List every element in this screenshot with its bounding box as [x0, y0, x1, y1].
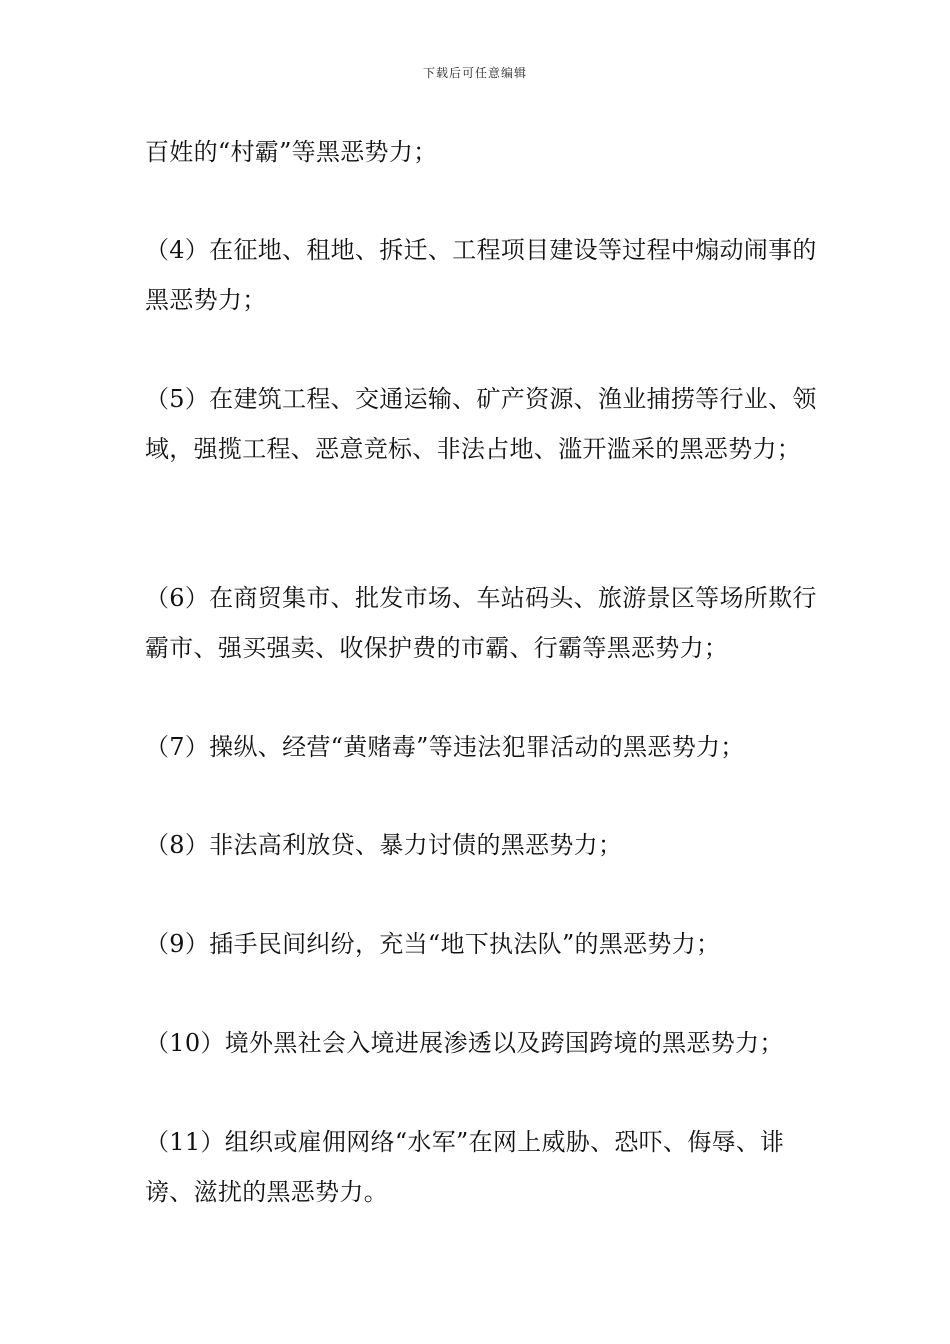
page-header: 下载后可任意编辑 [422, 66, 527, 80]
paragraph-item-8: （8）非法高利放贷、暴力讨债的黑恶势力； [145, 831, 623, 859]
paragraph-item-6: （6）在商贸集市、批发市场、车站码头、旅游景区等场所欺行霸市、强买强卖、收保护费的市霸、行霸等黑恶势力； [145, 584, 817, 662]
paragraph-item-10: （10）境外黑社会入境进展渗透以及跨国跨境的黑恶势力； [145, 1029, 784, 1057]
paragraph-item-11: （11）组织或雇佣网络“水军”在网上威胁、恐吓、侮辱、诽谤、滋扰的黑恶势力。 [145, 1128, 785, 1206]
paragraph-continuation: 百姓的“村霸”等黑恶势力； [145, 138, 438, 166]
paragraph-item-9: （9）插手民间纠纷，充当“地下执法队”的黑恶势力； [145, 930, 721, 958]
paragraph-item-4: （4）在征地、租地、拆迁、工程项目建设等过程中煽动闹事的黑恶势力； [145, 236, 817, 314]
paragraph-item-5: （5）在建筑工程、交通运输、矿产资源、渔业捕捞等行业、领域，强揽工程、恶意竞标、非法占地、滥开滥采的黑恶势力； [145, 385, 817, 463]
paragraph-item-7: （7）操纵、经营“黄赌毒”等违法犯罪活动的黑恶势力； [145, 733, 745, 761]
